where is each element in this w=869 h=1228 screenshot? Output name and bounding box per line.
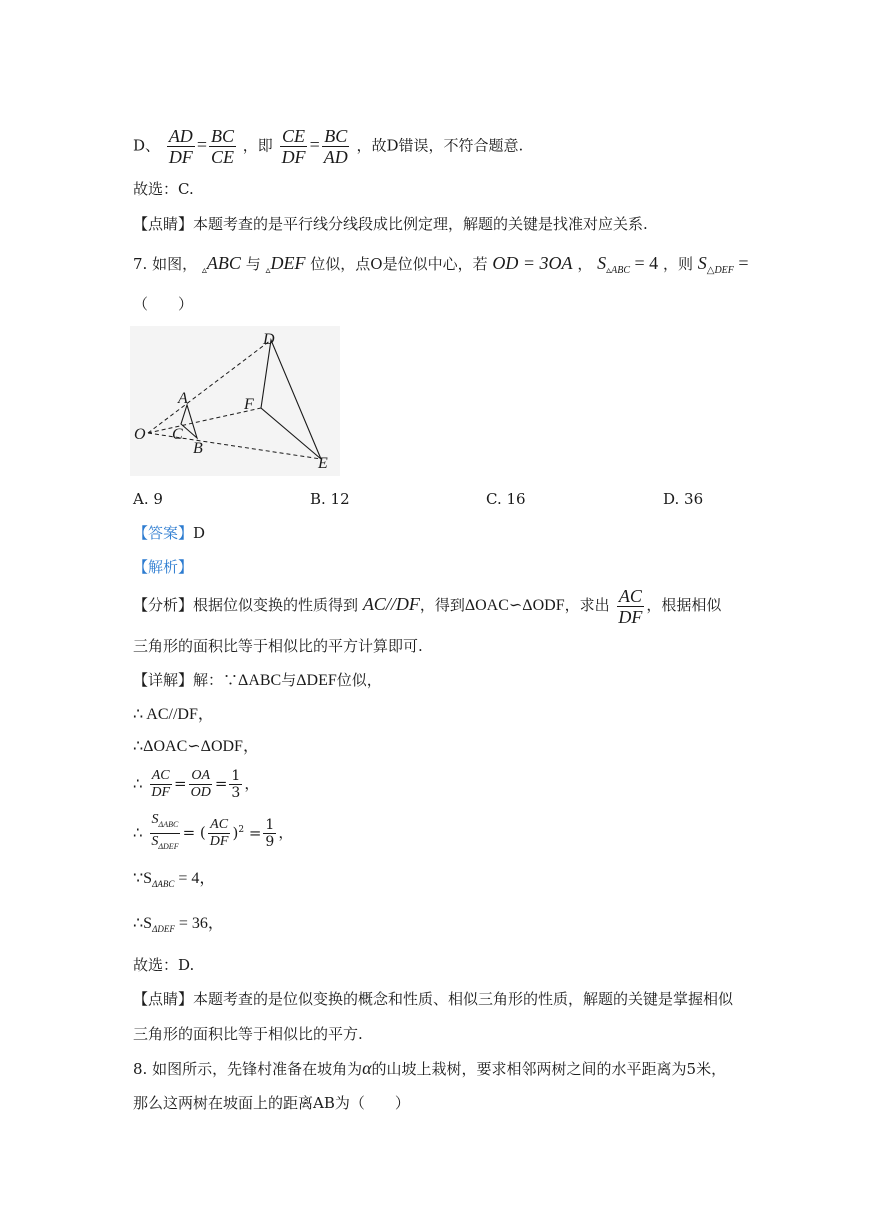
fraction: $\frac{AC}{DF}$ (618, 585, 643, 627)
step-2: ∴ΔOAC∽ΔODF， (133, 738, 259, 755)
label-b: B (193, 440, 203, 457)
step-3: ∴ $\frac{AC}{DF}$ = $\frac{OA}{OD}$ = $\frac{1}{3}$ ， (133, 768, 260, 801)
q7-paren: （ ） (133, 295, 194, 313)
step-6: $\therefore S_{\Delta DEF} = 36$， (133, 915, 224, 934)
q7-answer: 【答案】D (133, 524, 206, 542)
step-4: ∴ $\frac{S_{\Delta ABC}}{S_{\Delta DEF}}$ = ( $\frac{AC}{DF}$ )$^2$ = $\frac{1}{9}$ ， (133, 812, 294, 851)
q8-stem: 8. 如图所示，先锋村准备在坡角为α的山坡上栽树，要求相邻两树之间的水平距离为5米， (133, 1058, 727, 1078)
option-c: C. 16 (486, 490, 526, 508)
step-1: ∴ AC//DF， (133, 706, 214, 723)
triangle-def: $_▵$DEF (265, 253, 306, 276)
q7-comment-line2: 三角形的面积比等于相似比的平方. (133, 1025, 363, 1043)
q6-comment: 【点睛】本题考查的是平行线分线段成比例定理，解题的关键是找准对应关系. (133, 215, 648, 233)
area-def: $S_{\triangle DEF}$ = (697, 253, 749, 276)
q7-detail: 【详解】解：∵ΔABC与ΔDEF位似， (133, 671, 382, 689)
fraction: $\frac{BC}{CE}$ (210, 126, 234, 167)
fraction: $\frac{AD}{DF}$ (168, 126, 193, 167)
label-c: C (172, 426, 183, 443)
triangle-abc: $_▵$ABC (201, 253, 241, 276)
q8-stem-line2: 那么这两树在坡面上的距离AB为（ ） (133, 1094, 410, 1112)
q7-choose: 故选：D. (133, 956, 195, 974)
q7-comment: 【点睛】本题考查的是位似变换的概念和性质、相似三角形的性质，解题的关键是掌握相似 (133, 990, 734, 1008)
q7-stem: 7. 如图， $_▵$ABC 与 $_▵$DEF 位似，点O是位似中心，若 OD = 3OA ， $S_{▵ABC} = 4$ ，则 $S_{\triangle DEF}$ = (133, 253, 749, 276)
label-f: F (244, 396, 254, 413)
q6-option-d: D、 $\frac{AD}{DF}$ = $\frac{BC}{CE}$ ，即 $\frac{CE}{DF}$ = $\frac{BC}{AD}$ ，故D错误，不符合题意. (133, 126, 524, 167)
step-5: $\because S_{\Delta ABC} = 4$， (133, 870, 216, 889)
option-b: B. 12 (310, 490, 350, 508)
label-d: D (263, 331, 275, 348)
label-a: A (178, 390, 188, 407)
od-equation: OD = 3OA (492, 253, 573, 273)
area-abc: $S_{▵ABC} = 4$ (597, 253, 659, 276)
fraction: $\frac{CE}{DF}$ (281, 126, 306, 167)
q7-analysis-tag: 【解析】 (133, 558, 194, 576)
figure-background (130, 326, 340, 476)
homothety-figure (130, 326, 340, 476)
q7-analysis: 【分析】根据位似变换的性质得到 AC//DF，得到ΔOAC∽ΔODF，求出 $\frac{AC}{DF}$ ，根据相似 (133, 585, 722, 627)
label-e: E (318, 455, 328, 472)
fraction: $\frac{BC}{AD}$ (323, 126, 348, 167)
label-o: O (134, 426, 146, 443)
option-d: D. 36 (663, 490, 704, 508)
option-a: A. 9 (133, 490, 163, 508)
q7-analysis-line2: 三角形的面积比等于相似比的平方计算即可. (133, 637, 423, 655)
q6-choose: 故选：C. (133, 180, 194, 198)
